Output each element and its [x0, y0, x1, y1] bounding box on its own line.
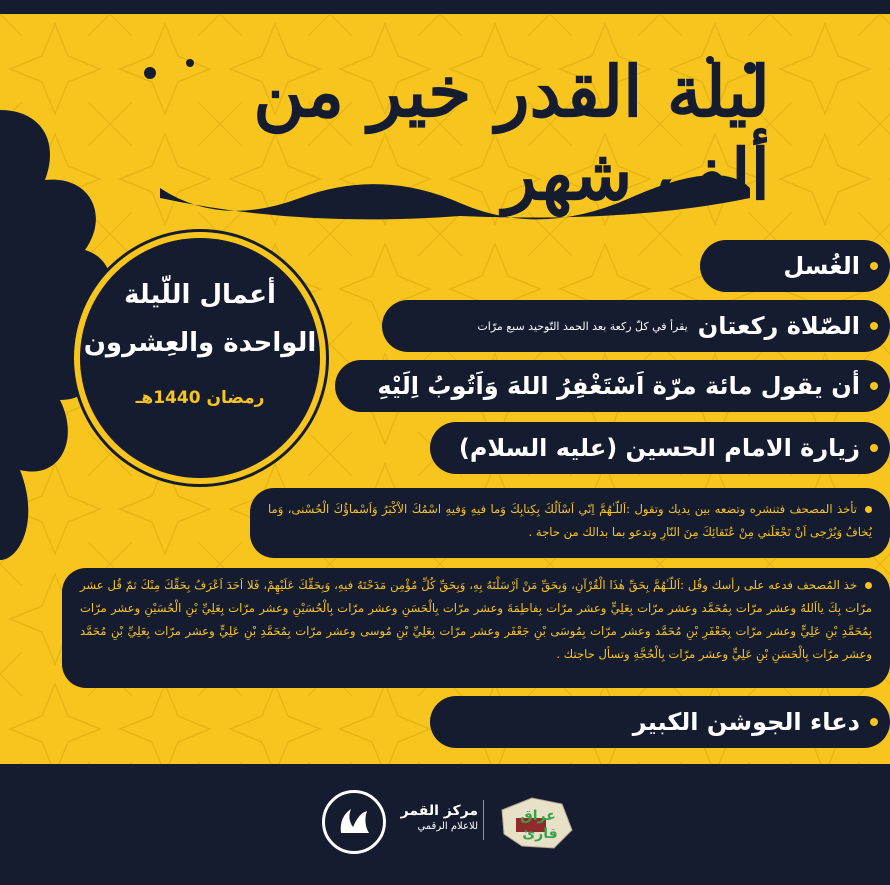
svg-text:عراق: عراق [520, 808, 556, 824]
alqamar-logo [322, 790, 386, 854]
item-istighfar [335, 360, 890, 412]
bullet-icon [870, 322, 878, 330]
item-jawshan-label: دعاء الجوشن الكبير [632, 708, 860, 736]
night-circle [80, 238, 320, 478]
footer-separator [483, 800, 484, 840]
alqamar-text [388, 803, 478, 832]
bullet-icon [870, 718, 878, 726]
item-prayer-label: الصّلاة ركعتان [697, 312, 860, 340]
svg-text:قارئ: قارئ [522, 826, 558, 842]
item-ziyarah [430, 422, 890, 474]
title-text: ليلة القدر خير من ألف شهر [253, 50, 770, 216]
bullet-icon [865, 582, 872, 589]
alqamar-logo-glyph [329, 797, 379, 847]
item-istighfar-label: أن يقول مائة مرّة اَسْتَغْفِرُ اللهَ وَاَتُوبُ اِلَيْهِ [377, 372, 860, 400]
quran-head-text: خذ المُصحف فدعه على رأسك وقُل :اَللّـٰهُمَّ بِحَقِّ هٰذَا الْقُرْآنِ، وَبِحَقِّ مَنْ اَرْسَلْتَهُ بِهِ، وَبِحَقِّ كُلِّ مُؤْمِن مَدَحْتَهُ فيهِ، وَبِحَقِّكَ عَلَيْهِمْ، فَلا اَحَدَ اَعْرَفُ بِحَقِّكَ مِنْكَ ثمّ قُل عشر مرّات بِكَ يااَللهُ وعشر مرّات بِمُحَمَّد وعشر مرّات بِعَلِيٍّ وعشر مرّات بِفاطِمَةَ وعشر مرّات بِالْحَسَنِ وعشر مرّات بِالْحُسَيْنِ وعشر مرّات بِعَلِيِّ بْنِ الْحُسَيْنِ وعشر مرّات بِمُحَمَّدِ بْنِ عَلِيٍّ وعشر مرّات بِجَعْفَرِ بْنِ مُحَمَّد وعشر مرّات بِمُوسَى بْنِ جَعْفَر وعشر مرّات بِعَلِيِّ بْنِ مُوسى وعشر مرّات بِمُحَمَّدِ بْنِ عَلِيٍّ وعشر مرّات بِعَلِيِّ بْنِ مُحَمَّد وعشر مرّات بِالْحَسَنِ بْنِ عَلِيٍّ وعشر مرّات بِالْحُجَّةِ وتسأل حاجتك . [80, 578, 872, 661]
quran-open-text: تأخذ المصحف فتنشره وتضعه بين يديك وتقول :اَللّـٰهُمَّ اِنّي اَسْاَلُكَ بِكِتابِكَ وَما فيهِ وَفيهِ اسْمُكَ الاْكْبَرُ وَاَسْماؤُكَ الْحُسْنى، وَما يُخافُ وَيُرْجى اَنْ تَجْعَلَني مِنْ عُتَقائِكَ مِنَ النّارِ وتدعو بما بدالك من حاجة . [268, 502, 872, 539]
item-ghusl-label: الغُسل [783, 252, 860, 280]
item-ziyarah-label: زيارة الامام الحسين (عليه السلام) [458, 434, 860, 462]
org-name: مركز القمر [400, 803, 478, 819]
quran-open-box [250, 488, 890, 558]
circle-line2: الواحدة والعِشرون [83, 328, 317, 358]
item-prayer-detail: يقرأ في كلّ ركعة بعد الحمد التّوحيد سبع مرّات [477, 319, 688, 333]
calligraphy-title [130, 38, 770, 228]
item-jawshan [430, 696, 890, 748]
circle-line1: أعمال اللّيلة [124, 280, 276, 310]
quran-head-box [62, 568, 890, 688]
item-ghusl [700, 240, 890, 292]
item-prayer [382, 300, 890, 352]
iraq-reader-logo [492, 790, 582, 854]
bullet-icon [865, 506, 872, 513]
org-subtitle: للاعلام الرقمي [417, 821, 478, 832]
bullet-icon [870, 262, 878, 270]
bullet-icon [870, 382, 878, 390]
circle-date: رمضان 1440هـ [135, 388, 265, 408]
bullet-icon [870, 444, 878, 452]
